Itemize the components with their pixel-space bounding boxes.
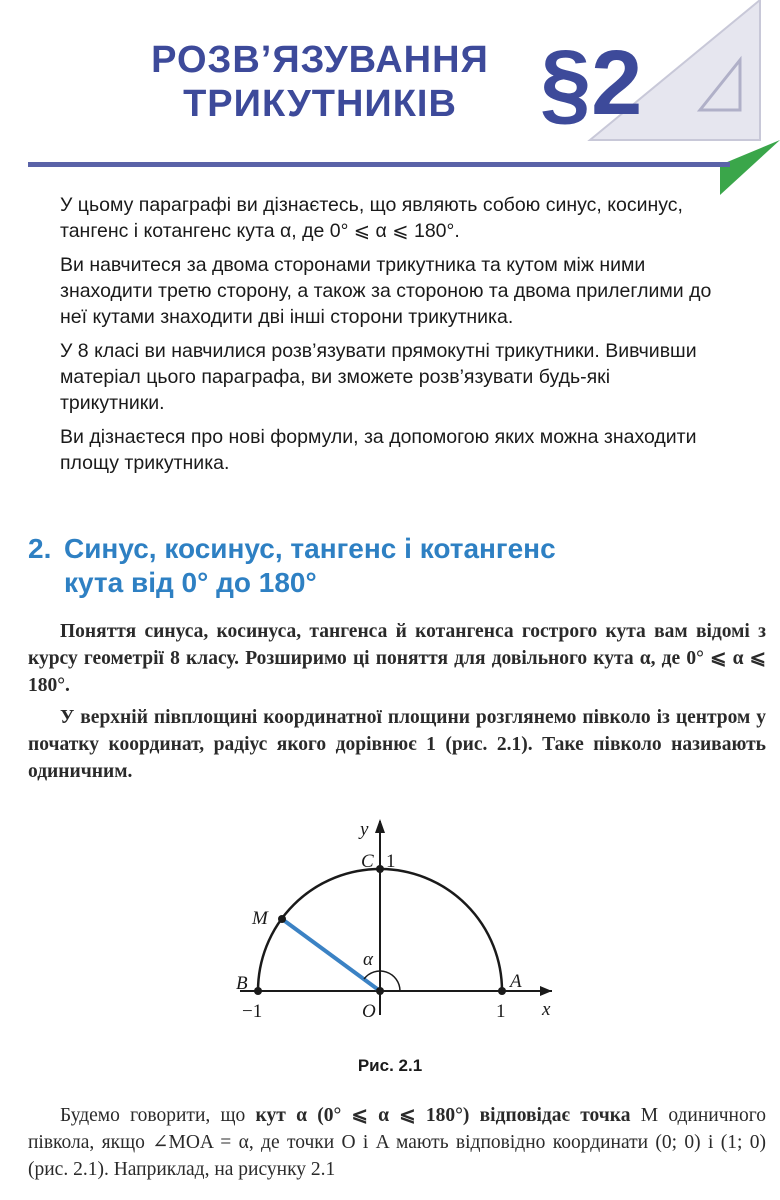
intro-paragraph-4: Ви дізнаєтеся про нові формули, за допомогою яких можна знаходити площу трикутника. <box>60 426 697 474</box>
section-number: 2. <box>28 533 52 564</box>
figure-unit-semicircle <box>230 815 560 1030</box>
body-paragraph-3-c: M одиничного півкола, якщо ∠MOA = α, де точки O і A мають відповідно координати (0; 0) і (1; 0) (рис. 2.1). Наприклад, на рисунку 2.1 <box>28 1105 766 1180</box>
chapter-title-line1: РОЗВ’ЯЗУВАННЯ <box>151 39 489 81</box>
header-rule <box>28 162 730 167</box>
body-paragraph-2 <box>28 704 766 785</box>
label-alpha: α <box>363 949 373 970</box>
label-b: B <box>236 973 248 994</box>
y-axis-arrow <box>375 819 385 833</box>
point-c <box>376 865 384 873</box>
body-paragraph-1 <box>28 618 766 699</box>
intro-paragraph-1: У цьому параграфі ви дізнаєтесь, що являють собою синус, косинус, тангенс і котангенс кута α, де 0° ⩽ α ⩽ 180°. <box>60 194 683 242</box>
point-o <box>376 987 384 995</box>
body-paragraph-2-end: . <box>127 761 133 782</box>
label-a: A <box>510 971 522 992</box>
point-b <box>254 987 262 995</box>
point-m <box>278 915 286 923</box>
label-m: M <box>252 908 268 929</box>
paragraph-number: §2 <box>540 32 643 134</box>
chapter-header <box>0 0 780 190</box>
body-paragraph-3 <box>28 1102 766 1183</box>
intro-paragraph-3: У 8 класі ви навчилися розв’язувати прямокутні трикутники. Вивчивши матеріал цього параграфа, ви зможете розв’язувати будь-які трикутники. <box>60 340 697 414</box>
figure-caption: Рис. 2.1 <box>357 1056 423 1075</box>
chapter-title-line2: ТРИКУТНИКІВ <box>183 83 457 125</box>
chapter-title <box>150 38 490 126</box>
figure-svg <box>230 815 560 1030</box>
definition-bold: кут α (0° ⩽ α ⩽ 180°) відповідає точка <box>255 1105 631 1126</box>
section-title <box>28 532 728 600</box>
body-paragraph-1-text: Поняття синуса, косинуса, тангенса й котангенса гострого кута вам відомі з курсу геометрії 8 класу. Розширимо ці поняття для довільного кута α, де 0° ⩽ α ⩽ 180°. <box>28 621 766 696</box>
body-paragraph-3-a: Будемо говорити, що <box>60 1105 256 1126</box>
label-one-top: 1 <box>386 851 396 872</box>
label-y: y <box>360 819 369 840</box>
label-one-right: 1 <box>496 1001 506 1022</box>
label-x: x <box>542 999 551 1020</box>
label-c: C <box>361 851 374 872</box>
section-title-line1: Синус, косинус, тангенс і котангенс <box>64 533 556 564</box>
section-title-line2: кута від 0° до 180° <box>64 567 317 598</box>
term-unit-semicircle: одиничним <box>28 761 128 782</box>
label-o: O <box>362 1001 376 1022</box>
label-minus-one: −1 <box>242 1001 263 1022</box>
green-corner-triangle <box>720 140 780 195</box>
x-axis-arrow <box>540 986 552 996</box>
point-a <box>498 987 506 995</box>
body-paragraph-2-start: У верхній півплощині координатної площини розглянемо півколо із центром у початку координат, радіус якого дорівнює 1 (рис. 2.1). Таке півколо називають <box>28 707 766 755</box>
intro-paragraph-2: Ви навчитеся за двома сторонами трикутника та кутом між ними знаходити третю сторону, а також за стороною та двома прилеглими до неї кутами знаходити дві інші сторони трикутника. <box>60 254 712 328</box>
intro-text <box>60 192 720 484</box>
